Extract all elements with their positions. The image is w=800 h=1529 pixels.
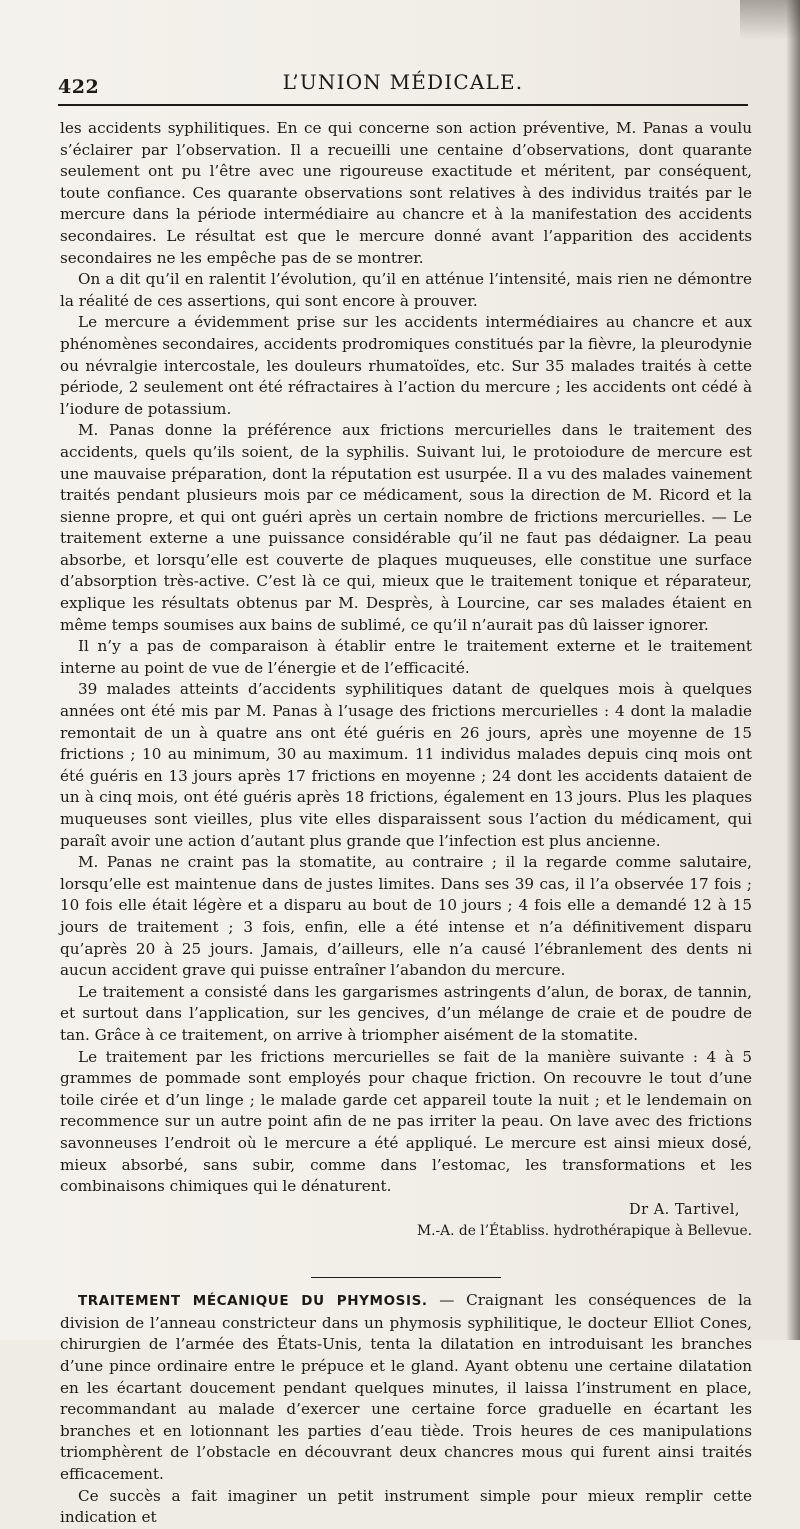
author-signature (60, 1200, 752, 1221)
note-heading: TRAITEMENT MÉCANIQUE DU PHYMOSIS. (78, 1293, 428, 1310)
section-separator (311, 1277, 501, 1279)
header-rule (58, 104, 748, 106)
running-title: L’UNION MÉDICALE. (282, 70, 524, 94)
paragraph: les accidents syphilitiques. En ce qui concerne son action préventive, M. Panas a voulu s’éclairer par l’observation. Il a recueilli une centaine d’observations, dont quarante seulement ont pu l’être avec une rigoureuse exactitude et méritent, par conséquent, toute confiance. Ces quarante observations sont relatives à des individus traités par le mercure dans la période intermédiaire au chancre et à la manifestation des accidents secondaires. Le résultat est que le mercure donné avant l’apparition des accidents secondaires ne les empêche pas de se montrer. (60, 119, 752, 267)
running-header (58, 70, 748, 100)
paragraph: Le traitement a consisté dans les gargarismes astringents d’alun, de borax, de tannin, et surtout dans l’application, sur les gencives, d’un mélange de craie et de poudre de tan. Grâce à ce traitement, on arrive à triompher aisément de la stomatite. (60, 982, 752, 1044)
paragraph: M. Panas donne la préférence aux frictions mercurielles dans le traitement des accidents, quels qu’ils soient, de la syphilis. Suivant lui, le protoiodure de mercure est une mauvaise préparation, dont la réputation est usurpée. Il a vu des malades vainement traités pendant plusieurs mois par ce médicament, sous la direction de M. Ricord et la sienne propre, et qui ont guéri après un certain nombre de frictions mercurielles. — Le traitement externe a une puissance considérable qu’il ne faut pas dédaigner. La peau absorbe, et lorsqu’elle est couverte de plaques muqueuses, elle constitue une surface d’absorption très-active. C’est là ce qui, mieux que le traitement tonique et réparateur, explique les résultats obtenus par M. Desprès, à Lourcine, car ses malades étaient en même temps soumises aux bains de sublimé, ce qu’il n’aurait pas dû laisser ignorer. (60, 421, 752, 634)
paragraph: On a dit qu’il en ralentit l’évolution, qu’il en atténue l’intensité, mais rien ne démontre la réalité de ces assertions, qui sont encore à prouver. (60, 270, 752, 310)
paragraph: 39 malades atteints d’accidents syphilitiques datant de quelques mois à quelques années ont été mis par M. Panas à l’usage des frictions mercurielles : 4 dont la maladie remontait de un à quatre ans ont été guéris en 26 jours, après une moyenne de 15 frictions ; 10 au minimum, 30 au maximum. 11 individus malades depuis cinq mois ont été guéris en 13 jours après 17 frictions en moyenne ; 24 dont les accidents dataient de un à cinq mois, ont été guéris après 18 frictions, également en 13 jours. Plus les plaques muqueuses sont vieilles, plus vite elles disparaissent sous l’action du médicament, qui paraît avoir une action d’autant plus grande que l’infection est plus ancienne. (60, 680, 752, 850)
note-paragraph: — Craignant les conséquences de la division de l’anneau constricteur dans un phymosis syphilitique, le docteur Elliot Cones, chirurgien de l’armée des États-Unis, tenta la dilatation en introduisant les branches d’une pince ordinaire entre le prépuce et le gland. Ayant obtenu une certaine dilatation en les écartant doucement pendant quelques minutes, il laissa l’instrument en place, recommandant au malade d’exercer une certaine force graduelle en écartant les branches et en lotionnant les parties d’eau tiède. Trois heures de ces manipulations triomphèrent de l’obstacle en découvrant deux chancres mous qui furent ainsi traités efficacement. (60, 1291, 752, 1483)
author-name: Dr A. Tartivel, (629, 1201, 740, 1218)
paragraph: Le traitement par les frictions mercurielles se fait de la manière suivante : 4 à 5 grammes de pommade sont employés pour chaque friction. On recouvre le tout d’une toile cirée et d’un linge ; le malade garde cet appareil toute la nuit ; et le lendemain on recommence sur un autre point afin de ne pas irriter la peau. On lave avec des frictions savonneuses l’endroit où le mercure a été appliqué. Le mercure est ainsi mieux dosé, mieux absorbé, sans subir, comme dans l’estomac, les transformations et les combinaisons chimiques qui le dénaturent. (60, 1047, 752, 1196)
paragraph: Il n’y a pas de comparaison à établir entre le traitement externe et le traitement interne au point de vue de l’énergie et de l’efficacité. (60, 637, 752, 677)
note-paragraph: Ce succès a fait imaginer un petit instrument simple pour mieux remplir cette indication et (60, 1486, 752, 1527)
page-corner-shadow (740, 0, 800, 40)
paragraph: Le mercure a évidemment prise sur les accidents intermédiaires au chancre et aux phénomènes secondaires, accidents prodromiques constitués par la fièvre, la pleurodynie ou névralgie intercostale, les douleurs rhumatoïdes, etc. Sur 35 malades traités à cette période, 2 seulement ont été réfractaires à l’action du mercure ; les accidents ont cédé à l’iodure de potassium. (60, 313, 752, 418)
page-edge-shadow (786, 0, 800, 1340)
page-number: 422 (58, 76, 100, 98)
paragraph: M. Panas ne craint pas la stomatite, au contraire ; il la regarde comme salutaire, lorsqu’elle est maintenue dans de justes limites. Dans ses 39 cas, il l’a observée 17 fois ; 10 fois elle était légère et a disparu au bout de 10 jours ; 4 fois elle a demandé 12 à 15 jours de traitement ; 3 fois, enfin, elle a été intense et n’a définitivement disparu qu’après 20 à 25 jours. Jamais, d’ailleurs, elle n’a causé l’ébranlement des dents ni aucun accident grave qui puisse entraîner l’abandon du mercure. (60, 853, 752, 980)
article-body (60, 118, 752, 1529)
note-section (60, 1290, 752, 1529)
author-affiliation: M.-A. de l’Établiss. hydrothérapique à Bellevue. (417, 1222, 752, 1239)
